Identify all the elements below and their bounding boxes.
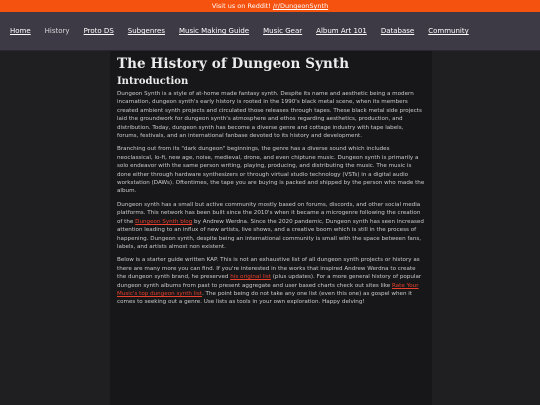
nav-database[interactable]: Database — [380, 27, 415, 35]
subreddit-link[interactable]: /r/DungeonSynth — [272, 2, 329, 10]
dungeon-synth-blog-link[interactable]: Dungeon Synth blog — [135, 218, 193, 225]
nav-album-art[interactable]: Album Art 101 — [316, 27, 367, 35]
main-content — [110, 51, 432, 405]
p3-text-after: by Andrew Werdna. Since the 2020 pandemic, Dungeon synth has seen increased attention leading to an influx of new artists, live shows, and a creative boom which is still in the process of happening. Dungeon synth, despite being an international community is small with the space between fans, labels, and artists almost non existent. — [117, 218, 424, 250]
intro-paragraph-4 — [117, 256, 425, 306]
intro-paragraph-1: Dungeon Synth is a style of at-home made fantasy synth. Despite its name and aesthetic being a modern incarnation, dungeon synth's early history is rooted in the 1990's black metal scene, when its members created ambient synth projects and circulated those releases through tapes. These black metal side projects laid the groundwork for dungeon synth's atmosphere and ethos regarding aesthetics, production, and distribution. Today, dungeon synth has become a diverse genre and cottage industry with tape labels, forums, festivals, and an international fanbase devoted to its history and development. — [117, 91, 422, 140]
top-nav — [0, 12, 540, 51]
page-title: The History of Dungeon Synth — [117, 56, 350, 72]
intro-paragraph-3 — [117, 201, 425, 251]
original-list-link[interactable]: his original list — [230, 274, 271, 281]
nav-history[interactable]: History — [44, 27, 70, 35]
nav-community[interactable]: Community — [428, 27, 469, 35]
reddit-banner — [0, 0, 540, 12]
nav-home[interactable]: Home — [10, 27, 31, 35]
p4-text-3: . The point being do not take any one list (even this one) as gospel when it comes to seeking out a genre. Use lists as tools in your own exploration. Happy delving! — [117, 290, 413, 306]
banner-text: Visit us on Reddit! — [211, 2, 271, 10]
p4-text-2: (plus updates). For a more general history of popular dungeon synth albums from past to present aggregate and user based charts check out sites like — [117, 274, 422, 289]
p3-text-before: Dungeon synth has a small but active community mostly based on forums, discords, and other social media platforms. This network has been built since the 2010's when it became a microgenre following the creation of the — [117, 201, 421, 225]
nav-proto-ds[interactable]: Proto DS — [83, 27, 114, 35]
p4-text-1: Below is a starter guide written KAP. This is not an exhaustive list of all dungeon synth projects or history as there are many more you can find. If you're interested in the works that inspired Andrew Werdna to create the dungeon synth brand, he preserved — [117, 257, 420, 281]
nav-subgenres[interactable]: Subgenres — [127, 27, 165, 35]
intro-paragraph-2: Branching out from its "dark dungeon" beginnings, the genre has a diverse sound which includes neoclassical, lo-fi, new age, noise, medieval, drone, and even chiptune music. Dungeon synth is primarily a solo endeavor with the same person writing, playing, producing, and distributing the music. The music is done either through hardware synthesizers or through virtual studio technology (VSTs) in a digital audio workstation (DAWs). Oftentimes, the tape you are buying is packed and shipped by the person who made the album. — [117, 146, 425, 195]
nav-music-making-guide[interactable]: Music Making Guide — [178, 27, 250, 35]
nav-music-gear[interactable]: Music Gear — [263, 27, 303, 35]
rym-list-link[interactable]: Rate Your Music's top dungeon synth list — [117, 282, 419, 297]
section-heading: Introduction — [117, 76, 189, 87]
